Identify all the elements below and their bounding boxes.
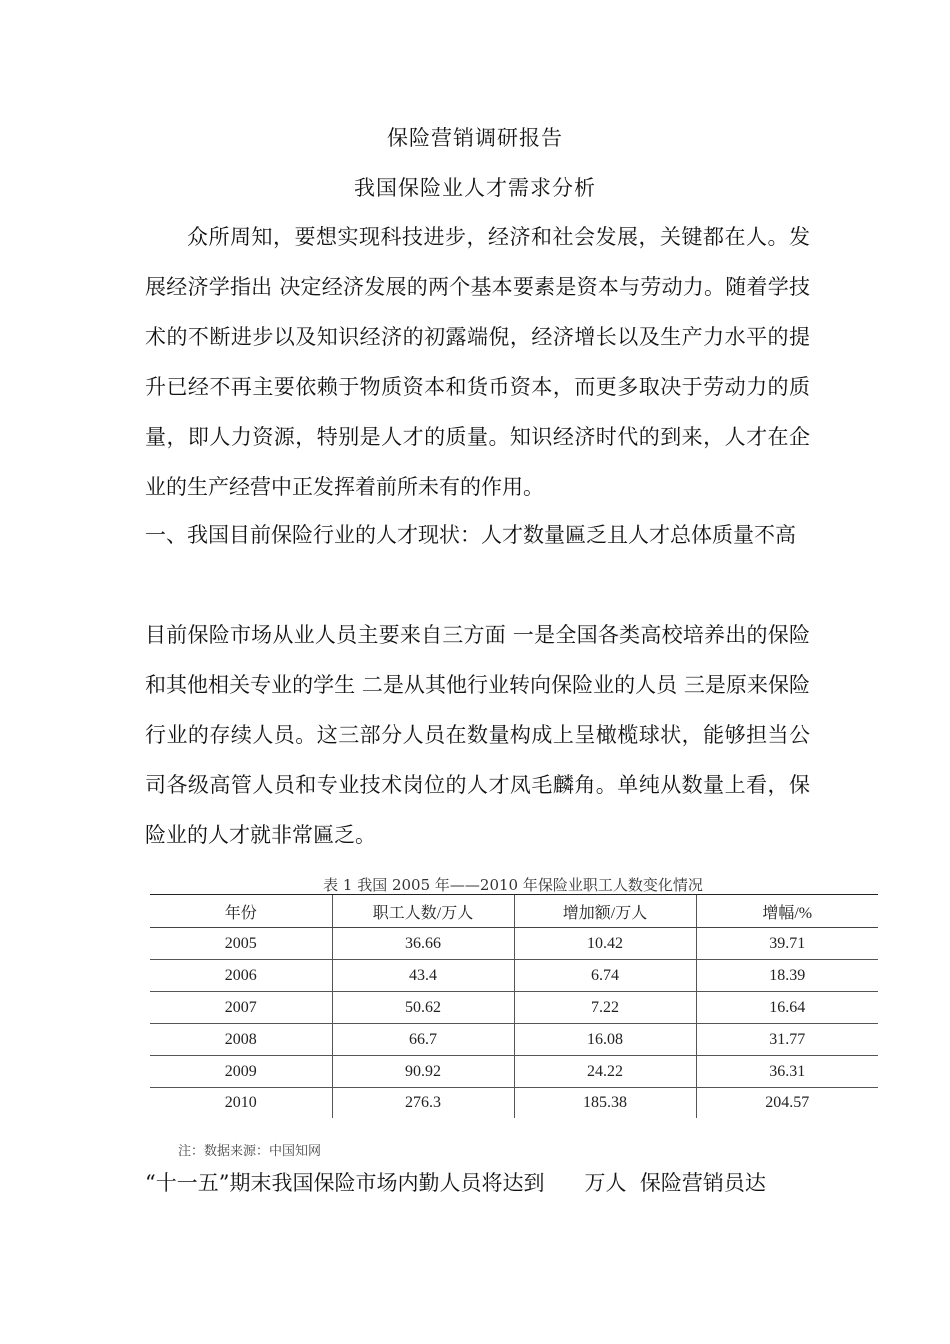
employee-table [150, 894, 878, 1118]
section-heading-text: 一、我国目前保险行业的人才现状：人才数量匾乏且人才总体质量不高 [145, 523, 796, 547]
table-row [150, 1024, 878, 1056]
cell-growth: 204.57 [696, 1088, 878, 1119]
cell-growth: 16.64 [696, 992, 878, 1024]
cell-increase: 185.38 [514, 1088, 696, 1119]
table-row [150, 1088, 878, 1119]
cell-year: 2009 [150, 1056, 332, 1088]
cell-year: 2006 [150, 960, 332, 992]
cell-employees: 276.3 [332, 1088, 514, 1119]
cell-employees: 50.62 [332, 992, 514, 1024]
cell-increase: 24.22 [514, 1056, 696, 1088]
header-growth: 增幅/% [696, 895, 878, 928]
table-row [150, 928, 878, 960]
table-row [150, 992, 878, 1024]
table-row [150, 1056, 878, 1088]
cell-employees: 90.92 [332, 1056, 514, 1088]
cell-employees: 43.4 [332, 960, 514, 992]
table-row [150, 960, 878, 992]
document-subtitle: 我国保险业人才需求分析 [354, 176, 596, 200]
cell-employees: 36.66 [332, 928, 514, 960]
cell-year: 2008 [150, 1024, 332, 1056]
intro-paragraph-text: 众所周知，要想实现科技进步，经济和社会发展，关键都在人。发展经济学指出 决定经济发展的两个基本要素是资本与劳动力。随着学技术的不断进步以及知识经济的初露端倪，经济增长以及生产力水平的提升已经不再主要依赖于物质资本和货币资本，而更多取决于劳动力的质量，即人力资源，特别是人才的质量。知识经济时代的到来，人才在企业的生产经营中正发挥着前所未有的作用。 [145, 225, 810, 499]
cell-increase: 16.08 [514, 1024, 696, 1056]
cell-growth: 36.31 [696, 1056, 878, 1088]
cell-increase: 10.42 [514, 928, 696, 960]
cell-year: 2007 [150, 992, 332, 1024]
cell-increase: 7.22 [514, 992, 696, 1024]
section-heading [145, 510, 810, 560]
intro-paragraph [145, 212, 810, 512]
cell-year: 2010 [224, 1094, 257, 1111]
cell-growth: 31.77 [696, 1024, 878, 1056]
cell-increase: 6.74 [514, 960, 696, 992]
table-header-row [150, 895, 878, 928]
header-year: 年份 [150, 895, 332, 928]
closing-line: “十一五”期末我国保险市场内勤人员将达到 万人 保险营销员达 [145, 1171, 766, 1195]
document-title: 保险营销调研报告 [387, 126, 563, 150]
sources-paragraph-text: 目前保险市场从业人员主要来自三方面 一是全国各类高校培养出的保险和其他相关专业的学生 二是从其他行业转向保险业的人员 三是原来保险行业的存续人员。这三部分人员在数量构成上呈橄榄球状，能够担当公司各级高管人员和专业技术岗位的人才凤毛麟角。单纯从数量上看，保险业的人才就非常匾乏。 [145, 623, 810, 847]
cell-employees: 66.7 [332, 1024, 514, 1056]
sources-paragraph [145, 610, 810, 860]
cell-year: 2005 [150, 928, 332, 960]
header-increase: 增加额/万人 [514, 895, 696, 928]
table-caption: 表 1 我国 2005 年——2010 年保险业职工人数变化情况 [323, 876, 703, 894]
header-employees: 职工人数/万人 [332, 895, 514, 928]
table-source-note: 注：数据来源：中国知网 [178, 1144, 322, 1159]
cell-growth: 18.39 [696, 960, 878, 992]
cell-growth: 39.71 [696, 928, 878, 960]
